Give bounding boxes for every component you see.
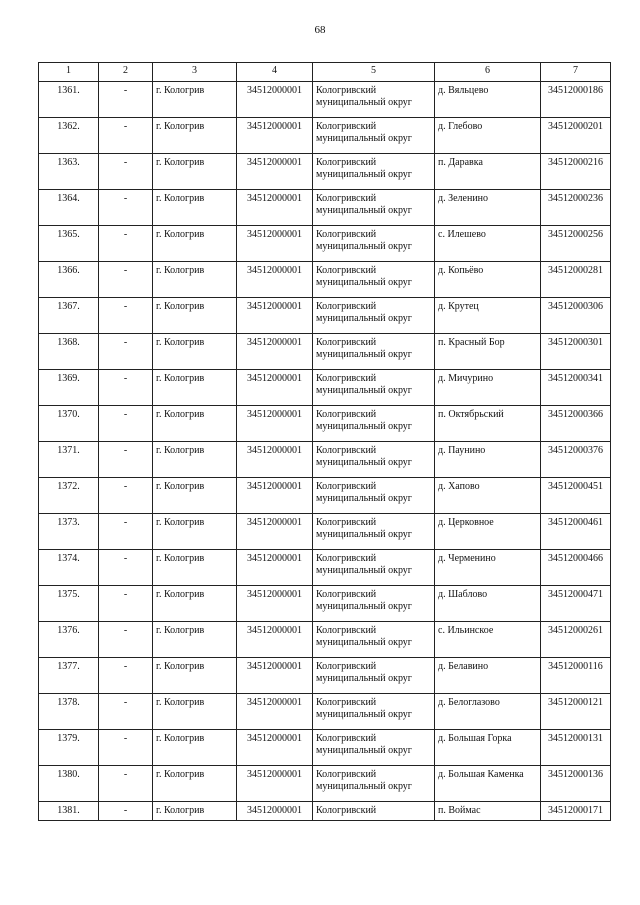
- code-cell: -: [99, 766, 153, 802]
- row-number-cell: 1371.: [39, 442, 99, 478]
- row-number-cell: 1379.: [39, 730, 99, 766]
- column-header: 3: [153, 63, 237, 82]
- table-row: [39, 154, 611, 190]
- city-cell: г. Кологрив: [153, 154, 237, 190]
- oktmo-cell: 34512000201: [541, 118, 611, 154]
- code-cell: -: [99, 694, 153, 730]
- settlement-cell: д. Большая Горка: [435, 730, 541, 766]
- oktmo-cell: 34512000341: [541, 370, 611, 406]
- okato-cell: 34512000001: [237, 262, 313, 298]
- city-cell: г. Кологрив: [153, 766, 237, 802]
- table-row: [39, 190, 611, 226]
- settlement-cell: д. Белоглазово: [435, 694, 541, 730]
- settlement-cell: д. Церковное: [435, 514, 541, 550]
- table-row: [39, 514, 611, 550]
- city-cell: г. Кологрив: [153, 730, 237, 766]
- column-header: 1: [39, 63, 99, 82]
- row-number-cell: 1362.: [39, 118, 99, 154]
- row-number-cell: 1373.: [39, 514, 99, 550]
- table-row: [39, 298, 611, 334]
- code-cell: -: [99, 658, 153, 694]
- table-row: [39, 550, 611, 586]
- district-cell: Кологривский муниципальный округ: [313, 118, 435, 154]
- row-number-cell: 1378.: [39, 694, 99, 730]
- table-row: [39, 442, 611, 478]
- column-header: 2: [99, 63, 153, 82]
- code-cell: -: [99, 514, 153, 550]
- okato-cell: 34512000001: [237, 334, 313, 370]
- city-cell: г. Кологрив: [153, 190, 237, 226]
- code-cell: -: [99, 118, 153, 154]
- okato-cell: 34512000001: [237, 802, 313, 821]
- oktmo-cell: 34512000116: [541, 658, 611, 694]
- code-cell: -: [99, 586, 153, 622]
- table-header-row: [39, 63, 611, 82]
- settlement-cell: д. Паунино: [435, 442, 541, 478]
- district-cell: Кологривский муниципальный округ: [313, 622, 435, 658]
- oktmo-cell: 34512000471: [541, 586, 611, 622]
- settlement-cell: д. Хапово: [435, 478, 541, 514]
- district-cell: Кологривский муниципальный округ: [313, 298, 435, 334]
- oktmo-cell: 34512000136: [541, 766, 611, 802]
- table-row: [39, 658, 611, 694]
- column-header: 6: [435, 63, 541, 82]
- okato-cell: 34512000001: [237, 118, 313, 154]
- okato-cell: 34512000001: [237, 586, 313, 622]
- city-cell: г. Кологрив: [153, 694, 237, 730]
- district-cell: Кологривский муниципальный округ: [313, 442, 435, 478]
- okato-cell: 34512000001: [237, 190, 313, 226]
- oktmo-cell: 34512000216: [541, 154, 611, 190]
- settlement-cell: д. Большая Каменка: [435, 766, 541, 802]
- city-cell: г. Кологрив: [153, 550, 237, 586]
- oktmo-cell: 34512000171: [541, 802, 611, 821]
- row-number-cell: 1372.: [39, 478, 99, 514]
- row-number-cell: 1374.: [39, 550, 99, 586]
- oktmo-cell: 34512000376: [541, 442, 611, 478]
- district-cell: Кологривский муниципальный округ: [313, 514, 435, 550]
- code-cell: -: [99, 442, 153, 478]
- code-cell: -: [99, 154, 153, 190]
- row-number-cell: 1375.: [39, 586, 99, 622]
- table-row: [39, 334, 611, 370]
- city-cell: г. Кологрив: [153, 658, 237, 694]
- district-cell: Кологривский муниципальный округ: [313, 766, 435, 802]
- settlement-cell: п. Воймас: [435, 802, 541, 821]
- table-row: [39, 694, 611, 730]
- okato-cell: 34512000001: [237, 406, 313, 442]
- city-cell: г. Кологрив: [153, 802, 237, 821]
- code-cell: -: [99, 262, 153, 298]
- okato-cell: 34512000001: [237, 550, 313, 586]
- city-cell: г. Кологрив: [153, 370, 237, 406]
- settlement-cell: с. Ильинское: [435, 622, 541, 658]
- settlement-cell: с. Илешево: [435, 226, 541, 262]
- district-cell: Кологривский муниципальный округ: [313, 694, 435, 730]
- settlement-cell: д. Крутец: [435, 298, 541, 334]
- okato-cell: 34512000001: [237, 730, 313, 766]
- oktmo-cell: 34512000461: [541, 514, 611, 550]
- oktmo-cell: 34512000301: [541, 334, 611, 370]
- oktmo-cell: 34512000306: [541, 298, 611, 334]
- settlement-cell: д. Копьёво: [435, 262, 541, 298]
- okato-cell: 34512000001: [237, 622, 313, 658]
- code-cell: -: [99, 226, 153, 262]
- table-row: [39, 370, 611, 406]
- district-cell: Кологривский муниципальный округ: [313, 478, 435, 514]
- settlement-cell: д. Белавино: [435, 658, 541, 694]
- district-cell: Кологривский муниципальный округ: [313, 550, 435, 586]
- settlement-cell: д. Глебово: [435, 118, 541, 154]
- table-row: [39, 586, 611, 622]
- settlement-cell: п. Даравка: [435, 154, 541, 190]
- oktmo-cell: 34512000121: [541, 694, 611, 730]
- row-number-cell: 1366.: [39, 262, 99, 298]
- table-row: [39, 118, 611, 154]
- code-cell: -: [99, 730, 153, 766]
- city-cell: г. Кологрив: [153, 586, 237, 622]
- row-number-cell: 1380.: [39, 766, 99, 802]
- city-cell: г. Кологрив: [153, 298, 237, 334]
- city-cell: г. Кологрив: [153, 406, 237, 442]
- settlement-cell: п. Октябрьский: [435, 406, 541, 442]
- row-number-cell: 1381.: [39, 802, 99, 821]
- district-cell: Кологривский муниципальный округ: [313, 586, 435, 622]
- settlement-cell: д. Шаблово: [435, 586, 541, 622]
- oktmo-cell: 34512000261: [541, 622, 611, 658]
- table-row: [39, 226, 611, 262]
- row-number-cell: 1368.: [39, 334, 99, 370]
- city-cell: г. Кологрив: [153, 334, 237, 370]
- registry-table: [38, 62, 611, 821]
- row-number-cell: 1365.: [39, 226, 99, 262]
- district-cell: Кологривский муниципальный округ: [313, 82, 435, 118]
- okato-cell: 34512000001: [237, 370, 313, 406]
- row-number-cell: 1376.: [39, 622, 99, 658]
- district-cell: Кологривский муниципальный округ: [313, 154, 435, 190]
- table-row: [39, 406, 611, 442]
- district-cell: Кологривский муниципальный округ: [313, 406, 435, 442]
- code-cell: -: [99, 802, 153, 821]
- oktmo-cell: 34512000186: [541, 82, 611, 118]
- district-cell: Кологривский муниципальный округ: [313, 730, 435, 766]
- okato-cell: 34512000001: [237, 154, 313, 190]
- city-cell: г. Кологрив: [153, 82, 237, 118]
- code-cell: -: [99, 82, 153, 118]
- code-cell: -: [99, 478, 153, 514]
- oktmo-cell: 34512000131: [541, 730, 611, 766]
- okato-cell: 34512000001: [237, 514, 313, 550]
- oktmo-cell: 34512000451: [541, 478, 611, 514]
- settlement-cell: д. Вяльцево: [435, 82, 541, 118]
- row-number-cell: 1367.: [39, 298, 99, 334]
- table-row: [39, 730, 611, 766]
- oktmo-cell: 34512000366: [541, 406, 611, 442]
- city-cell: г. Кологрив: [153, 478, 237, 514]
- oktmo-cell: 34512000466: [541, 550, 611, 586]
- district-cell: Кологривский муниципальный округ: [313, 190, 435, 226]
- city-cell: г. Кологрив: [153, 262, 237, 298]
- oktmo-cell: 34512000236: [541, 190, 611, 226]
- code-cell: -: [99, 190, 153, 226]
- settlement-cell: д. Черменино: [435, 550, 541, 586]
- code-cell: -: [99, 622, 153, 658]
- okato-cell: 34512000001: [237, 694, 313, 730]
- okato-cell: 34512000001: [237, 442, 313, 478]
- table-row: [39, 766, 611, 802]
- oktmo-cell: 34512000256: [541, 226, 611, 262]
- oktmo-cell: 34512000281: [541, 262, 611, 298]
- column-header: 5: [313, 63, 435, 82]
- district-cell: Кологривский муниципальный округ: [313, 658, 435, 694]
- okato-cell: 34512000001: [237, 478, 313, 514]
- table-row: [39, 82, 611, 118]
- table-row: [39, 802, 611, 821]
- district-cell: Кологривский: [313, 802, 435, 821]
- row-number-cell: 1377.: [39, 658, 99, 694]
- city-cell: г. Кологрив: [153, 514, 237, 550]
- okato-cell: 34512000001: [237, 658, 313, 694]
- city-cell: г. Кологрив: [153, 118, 237, 154]
- row-number-cell: 1363.: [39, 154, 99, 190]
- settlement-cell: п. Красный Бор: [435, 334, 541, 370]
- city-cell: г. Кологрив: [153, 226, 237, 262]
- settlement-cell: д. Мичурино: [435, 370, 541, 406]
- city-cell: г. Кологрив: [153, 622, 237, 658]
- okato-cell: 34512000001: [237, 298, 313, 334]
- code-cell: -: [99, 370, 153, 406]
- code-cell: -: [99, 550, 153, 586]
- code-cell: -: [99, 298, 153, 334]
- code-cell: -: [99, 406, 153, 442]
- district-cell: Кологривский муниципальный округ: [313, 226, 435, 262]
- city-cell: г. Кологрив: [153, 442, 237, 478]
- row-number-cell: 1369.: [39, 370, 99, 406]
- column-header: 7: [541, 63, 611, 82]
- page-number: 68: [314, 24, 326, 36]
- district-cell: Кологривский муниципальный округ: [313, 370, 435, 406]
- district-cell: Кологривский муниципальный округ: [313, 262, 435, 298]
- row-number-cell: 1370.: [39, 406, 99, 442]
- table-row: [39, 478, 611, 514]
- row-number-cell: 1361.: [39, 82, 99, 118]
- code-cell: -: [99, 334, 153, 370]
- table-row: [39, 622, 611, 658]
- table-row: [39, 262, 611, 298]
- okato-cell: 34512000001: [237, 82, 313, 118]
- row-number-cell: 1364.: [39, 190, 99, 226]
- okato-cell: 34512000001: [237, 766, 313, 802]
- okato-cell: 34512000001: [237, 226, 313, 262]
- settlement-cell: д. Зеленино: [435, 190, 541, 226]
- column-header: 4: [237, 63, 313, 82]
- district-cell: Кологривский муниципальный округ: [313, 334, 435, 370]
